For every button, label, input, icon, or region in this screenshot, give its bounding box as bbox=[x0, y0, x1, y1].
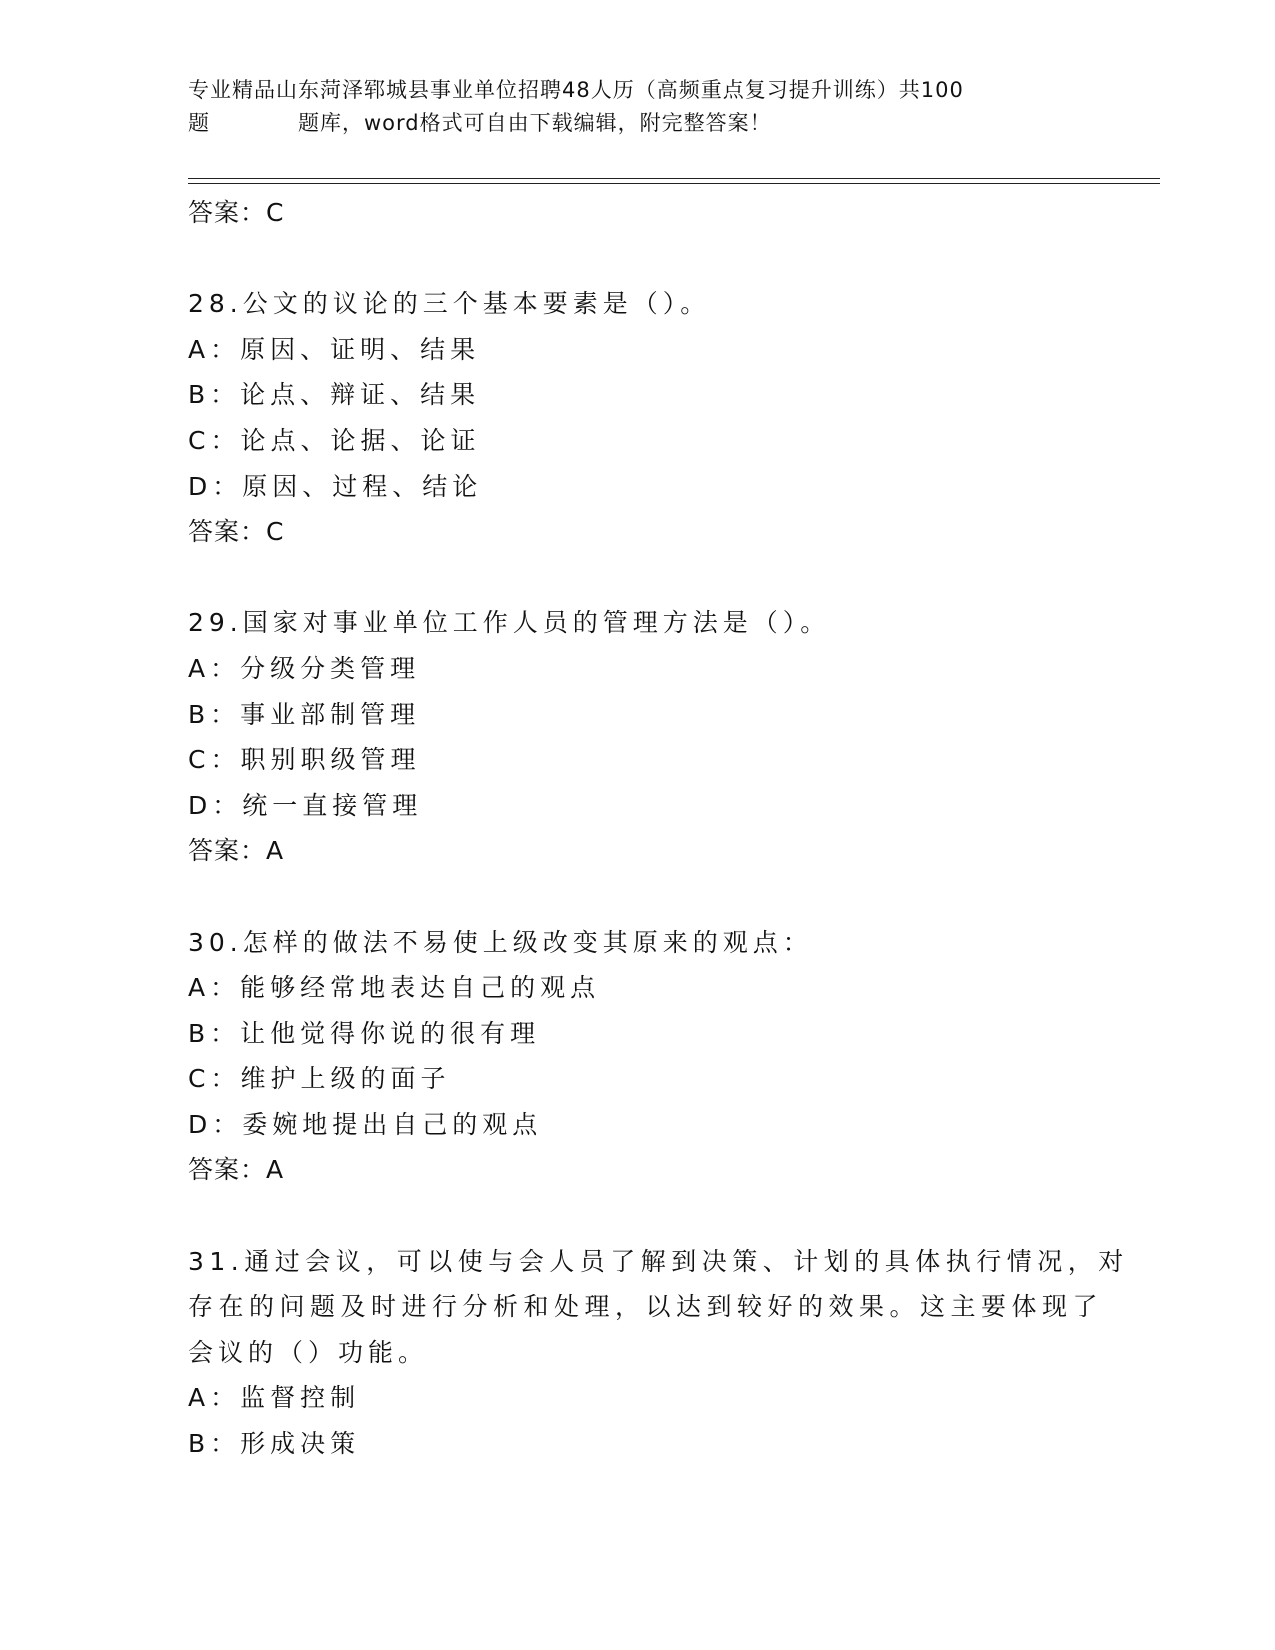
question-text-line2: 存在的问题及时进行分析和处理，以达到较好的效果。这主要体现了 bbox=[188, 1292, 1104, 1322]
option-d: D：委婉地提出自己的观点 bbox=[188, 1109, 543, 1139]
header-title-line1: 专业精品山东菏泽郓城县事业单位招聘48人历（高频重点复习提升训练）共100 bbox=[188, 78, 964, 102]
option-c: C：论点、论据、论证 bbox=[188, 425, 481, 455]
answer: 答案：A bbox=[188, 836, 285, 866]
option-c: C：维护上级的面子 bbox=[188, 1064, 451, 1094]
option-b: B：让他觉得你说的很有理 bbox=[188, 1018, 541, 1048]
option-b: B：论点、辩证、结果 bbox=[188, 380, 481, 410]
question-text: 29.国家对事业单位工作人员的管理方法是（）。 bbox=[188, 608, 831, 638]
answer: 答案：C bbox=[188, 517, 285, 547]
header-title-line2: 题 题库，word格式可自由下载编辑，附完整答案！ bbox=[188, 111, 772, 135]
question-31 bbox=[188, 1239, 1129, 1467]
question-list bbox=[188, 190, 1129, 1467]
option-a: A：原因、证明、结果 bbox=[188, 334, 481, 364]
question-text-line3: 会议的（）功能。 bbox=[188, 1337, 429, 1367]
answer-previous: 答案：C bbox=[188, 198, 285, 227]
answer: 答案：A bbox=[188, 1155, 285, 1185]
question-29 bbox=[188, 600, 1088, 874]
option-a: A：监督控制 bbox=[188, 1383, 361, 1413]
question-text: 30.怎样的做法不易使上级改变其原来的观点： bbox=[188, 927, 813, 957]
page-header bbox=[188, 74, 1068, 140]
header-divider bbox=[188, 178, 1160, 179]
spacer bbox=[188, 555, 1088, 601]
option-d: D：原因、过程、结论 bbox=[188, 471, 483, 501]
option-b: B：形成决策 bbox=[188, 1429, 361, 1459]
question-text-line1: 31.通过会议，可以使与会人员了解到决策、计划的具体执行情况，对 bbox=[188, 1246, 1129, 1276]
question-text: 28.公文的议论的三个基本要素是（）。 bbox=[188, 289, 711, 319]
option-b: B：事业部制管理 bbox=[188, 699, 421, 729]
header-divider-second bbox=[188, 183, 1160, 184]
option-c: C：职别职级管理 bbox=[188, 745, 421, 775]
spacer bbox=[188, 236, 1088, 282]
option-a: A：分级分类管理 bbox=[188, 653, 421, 683]
option-d: D：统一直接管理 bbox=[188, 790, 423, 820]
spacer bbox=[188, 1193, 1088, 1239]
question-30 bbox=[188, 920, 1088, 1194]
spacer bbox=[188, 874, 1088, 920]
question-28 bbox=[188, 281, 1088, 555]
option-a: A：能够经常地表达自己的观点 bbox=[188, 973, 601, 1003]
